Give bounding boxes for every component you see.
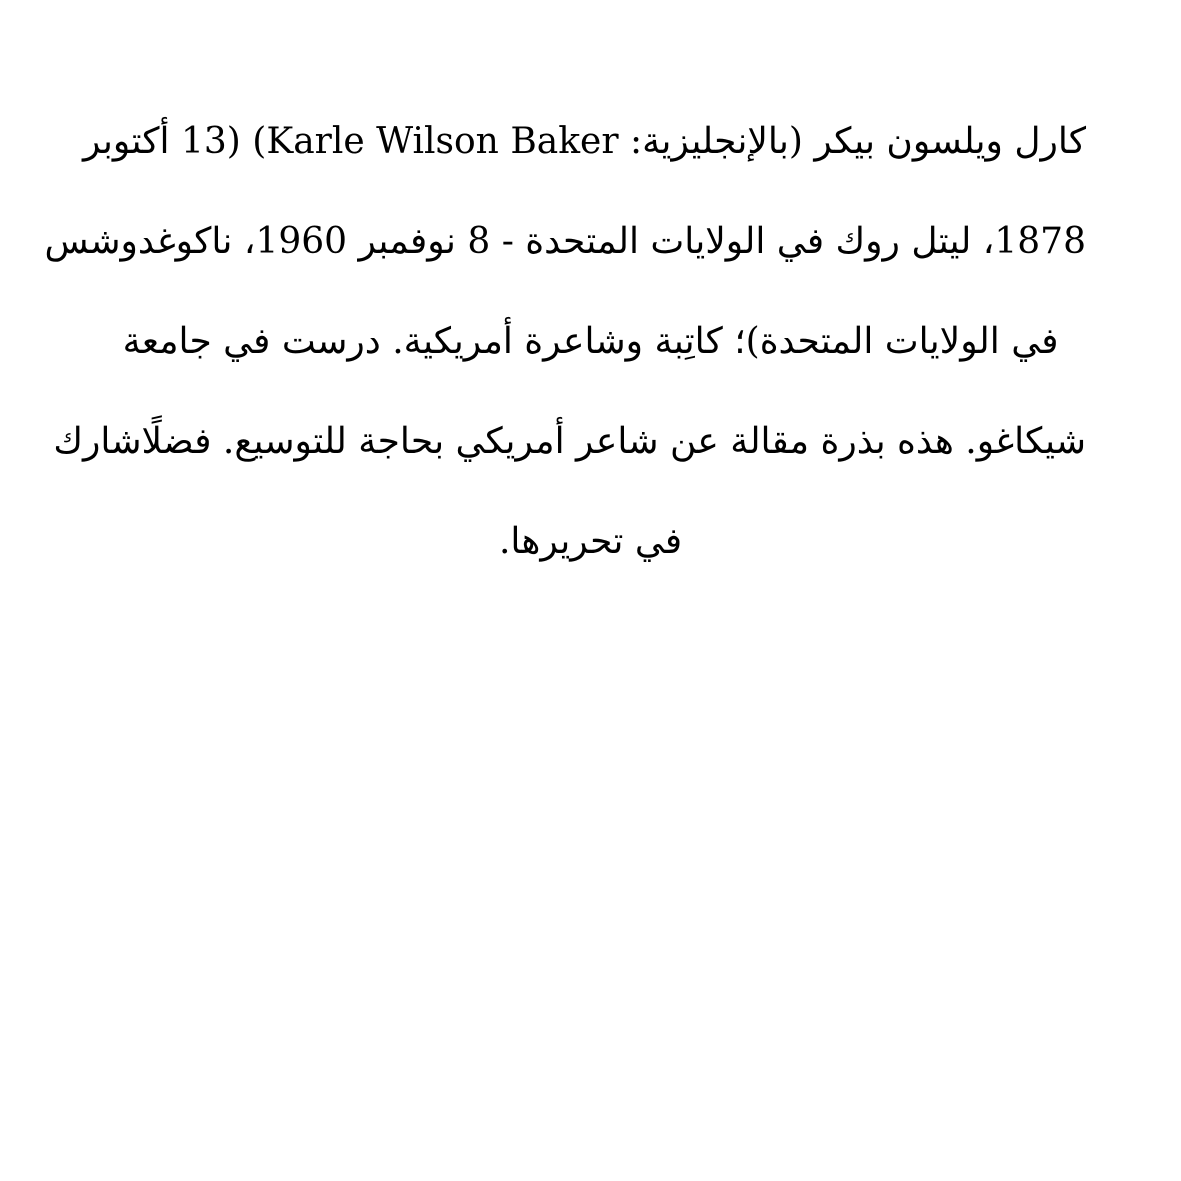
article-line-4: شيكاغو. هذه بذرة مقالة عن شاعر أمريكي بحاجة للتوسيع. فضلًاشارك (53, 421, 1086, 462)
article-line-3: في الولايات المتحدة)؛ كاتِبة وشاعرة أمريكية. درست في جامعة (122, 321, 1059, 362)
article-line-2: 1878، ليتل روك في الولايات المتحدة - 8 نوفمبر 1960، ناكوغدوشس (44, 221, 1086, 262)
article-body (44, 92, 1086, 592)
article-line-5: في تحريرها. (498, 521, 683, 562)
article-line-1: كارل ويلسون بيكر (بالإنجليزية: Karle Wilson Baker) (13 أكتوبر (83, 121, 1086, 162)
